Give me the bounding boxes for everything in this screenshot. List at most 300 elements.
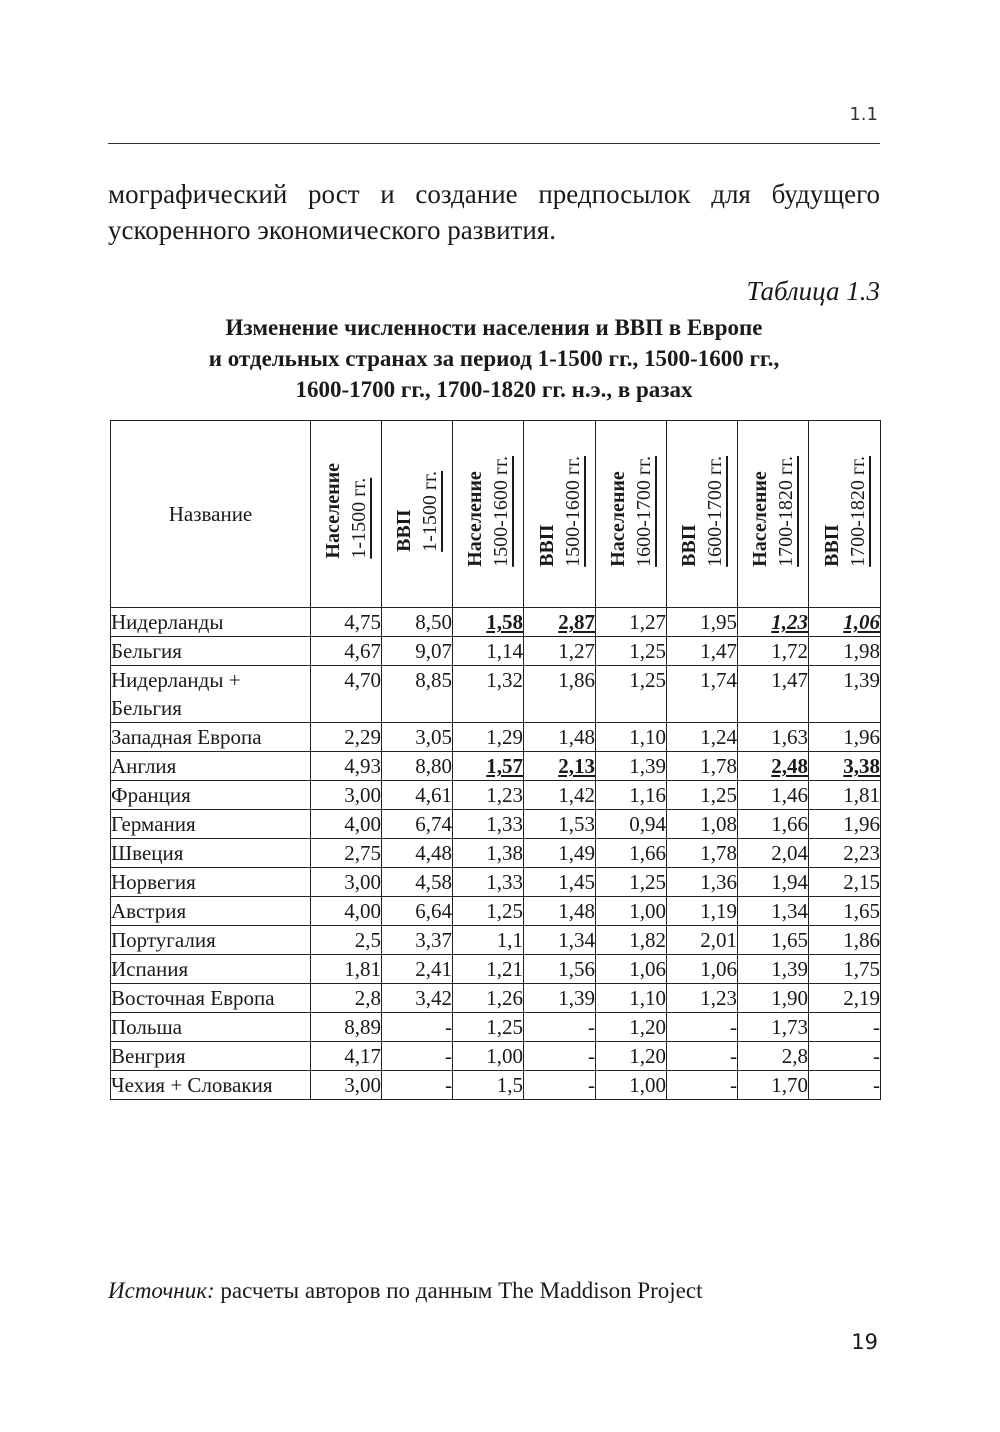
cell-value: 4,48	[415, 841, 452, 865]
value-cell	[382, 984, 453, 1013]
value-cell	[809, 666, 881, 723]
value-cell	[453, 637, 524, 666]
value-cell	[382, 1042, 453, 1071]
cell-value: 1,45	[558, 870, 595, 894]
cell-value: 4,00	[344, 899, 381, 923]
cell-value: 1,46	[771, 783, 808, 807]
cell-value: -	[588, 1044, 595, 1068]
cell-value: 1,94	[771, 870, 808, 894]
cell-value: 1,39	[558, 986, 595, 1010]
value-cell	[738, 897, 809, 926]
table-row	[111, 608, 881, 637]
table-body	[111, 608, 881, 1100]
cell-value: 1,34	[558, 928, 595, 952]
cell-value: -	[730, 1015, 737, 1039]
value-cell	[596, 868, 667, 897]
value-cell	[453, 781, 524, 810]
cell-value: 1,39	[843, 668, 880, 692]
value-cell	[311, 839, 382, 868]
value-cell	[738, 955, 809, 984]
cell-value: 1,1	[496, 928, 523, 952]
value-cell	[667, 1071, 738, 1100]
cell-value: 1,86	[558, 668, 595, 692]
value-cell	[667, 897, 738, 926]
row-name-cell: Нидерланды + Бельгия	[111, 666, 311, 723]
cell-value: 2,13	[558, 754, 595, 778]
value-cell	[453, 868, 524, 897]
cell-value: 1,48	[558, 899, 595, 923]
column-header	[809, 421, 881, 608]
value-cell	[738, 1013, 809, 1042]
table-title-line: 1600-1700 гг., 1700-1820 гг. н.э., в разах	[295, 377, 693, 402]
row-name-cell: Англия	[111, 752, 311, 781]
column-header	[382, 421, 453, 608]
table-row	[111, 723, 881, 752]
column-header-period: 1-1500 гг.	[348, 477, 370, 559]
value-cell	[382, 926, 453, 955]
cell-value: 1,25	[700, 783, 737, 807]
value-cell	[667, 608, 738, 637]
cell-value: 1,25	[629, 639, 666, 663]
cell-value: 1,65	[771, 928, 808, 952]
value-cell	[382, 955, 453, 984]
value-cell	[738, 781, 809, 810]
value-cell	[524, 897, 596, 926]
cell-value: 1,96	[843, 812, 880, 836]
table-row	[111, 637, 881, 666]
table-header-row	[111, 421, 881, 608]
value-cell	[596, 839, 667, 868]
column-header-period: 1700-1820 гг.	[846, 455, 869, 567]
column-header-period: 1500-1600 гг.	[490, 455, 512, 567]
column-header	[667, 421, 738, 608]
cell-value: 1,81	[843, 783, 880, 807]
value-cell	[311, 810, 382, 839]
value-cell	[596, 1013, 667, 1042]
value-cell	[596, 810, 667, 839]
table-row	[111, 839, 881, 868]
cell-value: 1,14	[486, 639, 523, 663]
column-header-label: ВВП	[820, 524, 843, 567]
value-cell	[524, 839, 596, 868]
table-number: Таблица 1.3	[746, 276, 880, 306]
cell-value: 1,06	[700, 957, 737, 981]
value-cell	[524, 666, 596, 723]
value-cell	[382, 781, 453, 810]
cell-value: -	[588, 1073, 595, 1097]
row-name-cell: Бельгия	[111, 637, 311, 666]
cell-value: 1,90	[771, 986, 808, 1010]
value-cell	[382, 752, 453, 781]
value-cell	[453, 752, 524, 781]
cell-value: 1,16	[629, 783, 666, 807]
cell-value: 1,78	[700, 754, 737, 778]
cell-value: 1,10	[629, 725, 666, 749]
row-name-cell: Венгрия	[111, 1042, 311, 1071]
value-cell	[809, 810, 881, 839]
value-cell	[667, 984, 738, 1013]
value-cell	[382, 897, 453, 926]
column-header-label: Население	[749, 470, 771, 567]
cell-value: 3,05	[415, 725, 452, 749]
cell-value: 1,27	[629, 610, 666, 634]
cell-value: 1,39	[771, 957, 808, 981]
value-cell	[738, 752, 809, 781]
value-cell	[524, 955, 596, 984]
cell-value: 8,85	[415, 668, 452, 692]
value-cell	[382, 1071, 453, 1100]
table-row	[111, 1042, 881, 1071]
cell-value: 1,23	[700, 986, 737, 1010]
value-cell	[453, 608, 524, 637]
value-cell	[382, 608, 453, 637]
value-cell	[596, 781, 667, 810]
column-header-label: Население	[322, 463, 344, 559]
cell-value: 1,36	[700, 870, 737, 894]
cell-value: 2,87	[558, 610, 595, 634]
cell-value: 1,00	[629, 899, 666, 923]
cell-value: 4,93	[344, 754, 381, 778]
cell-value: 2,01	[700, 928, 737, 952]
value-cell	[382, 723, 453, 752]
cell-value: 4,00	[344, 812, 381, 836]
value-cell	[453, 926, 524, 955]
value-cell	[524, 926, 596, 955]
value-cell	[524, 810, 596, 839]
value-cell	[809, 1071, 881, 1100]
value-cell	[382, 1013, 453, 1042]
value-cell	[311, 984, 382, 1013]
cell-value: 8,80	[415, 754, 452, 778]
value-cell	[738, 666, 809, 723]
cell-value: -	[445, 1073, 452, 1097]
value-cell	[311, 781, 382, 810]
cell-value: 1,98	[843, 639, 880, 663]
value-cell	[311, 926, 382, 955]
cell-value: 1,96	[843, 725, 880, 749]
row-name-cell: Германия	[111, 810, 311, 839]
value-cell	[453, 666, 524, 723]
cell-value: 2,8	[354, 986, 381, 1010]
cell-value: 1,65	[843, 899, 880, 923]
cell-value: 1,70	[771, 1073, 808, 1097]
table-row	[111, 926, 881, 955]
value-cell	[809, 897, 881, 926]
value-cell	[453, 723, 524, 752]
value-cell	[524, 1013, 596, 1042]
cell-value: 1,49	[558, 841, 595, 865]
value-cell	[667, 781, 738, 810]
value-cell	[596, 1042, 667, 1071]
value-cell	[382, 868, 453, 897]
table-row	[111, 810, 881, 839]
value-cell	[311, 666, 382, 723]
cell-value: 1,25	[486, 899, 523, 923]
value-cell	[809, 723, 881, 752]
value-cell	[596, 955, 667, 984]
cell-value: 3,37	[415, 928, 452, 952]
value-cell	[809, 752, 881, 781]
cell-value: 2,41	[415, 957, 452, 981]
column-header-label: ВВП	[535, 524, 558, 567]
cell-value: 2,04	[771, 841, 808, 865]
cell-value: 1,33	[486, 812, 523, 836]
body-paragraph: мографический рост и создание предпосылок для будущего ускоренного экономического развития.	[108, 179, 880, 245]
cell-value: 1,29	[486, 725, 523, 749]
value-cell	[738, 723, 809, 752]
table-row	[111, 897, 881, 926]
value-cell	[524, 781, 596, 810]
table-row	[111, 868, 881, 897]
table-row	[111, 984, 881, 1013]
source-text: расчеты авторов по данным The Maddison Project	[220, 1278, 703, 1303]
column-header-label: Население	[464, 470, 486, 567]
cell-value: 1,33	[486, 870, 523, 894]
value-cell	[311, 752, 382, 781]
table-row	[111, 781, 881, 810]
cell-value: 1,63	[771, 725, 808, 749]
cell-value: 2,5	[354, 928, 381, 952]
table-title	[108, 312, 880, 405]
column-header	[524, 421, 596, 608]
cell-value: 1,56	[558, 957, 595, 981]
column-header	[596, 421, 667, 608]
table-row	[111, 955, 881, 984]
cell-value: 1,42	[558, 783, 595, 807]
cell-value: 4,67	[344, 639, 381, 663]
cell-value: 1,95	[700, 610, 737, 634]
cell-value: 2,23	[843, 841, 880, 865]
cell-value: 1,66	[771, 812, 808, 836]
value-cell	[667, 637, 738, 666]
value-cell	[667, 926, 738, 955]
cell-value: 1,00	[486, 1044, 523, 1068]
column-header-name: Название	[111, 421, 311, 608]
cell-value: 2,15	[843, 870, 880, 894]
value-cell	[596, 926, 667, 955]
column-header-period: 1600-1700 гг.	[704, 455, 726, 567]
cell-value: 1,38	[486, 841, 523, 865]
cell-value: 6,74	[415, 812, 452, 836]
value-cell	[382, 666, 453, 723]
cell-value: 1,57	[486, 754, 523, 778]
value-cell	[524, 723, 596, 752]
cell-value: 4,58	[415, 870, 452, 894]
cell-value: 3,00	[344, 783, 381, 807]
value-cell	[738, 608, 809, 637]
cell-value: 6,64	[415, 899, 452, 923]
table-row	[111, 752, 881, 781]
value-cell	[311, 1013, 382, 1042]
cell-value: 4,70	[344, 668, 381, 692]
column-header-period: 1-1500 гг.	[419, 470, 441, 552]
value-cell	[809, 926, 881, 955]
column-header-period: 1700-1820 гг.	[775, 455, 797, 567]
value-cell	[809, 1042, 881, 1071]
cell-value: 2,19	[843, 986, 880, 1010]
value-cell	[667, 1013, 738, 1042]
row-name-cell: Восточная Европа	[111, 984, 311, 1013]
cell-value: 2,8	[781, 1044, 808, 1068]
cell-value: 1,27	[558, 639, 595, 663]
value-cell	[667, 955, 738, 984]
value-cell	[667, 723, 738, 752]
cell-value: 1,23	[486, 783, 523, 807]
cell-value: -	[873, 1044, 880, 1068]
cell-value: 1,53	[558, 812, 595, 836]
column-header	[453, 421, 524, 608]
cell-value: 1,72	[771, 639, 808, 663]
cell-value: -	[445, 1044, 452, 1068]
value-cell	[453, 839, 524, 868]
cell-value: 1,20	[629, 1015, 666, 1039]
row-name-cell: Португалия	[111, 926, 311, 955]
row-name-cell: Нидерланды	[111, 608, 311, 637]
column-header	[738, 421, 809, 608]
value-cell	[596, 608, 667, 637]
value-cell	[311, 868, 382, 897]
value-cell	[311, 897, 382, 926]
value-cell	[382, 810, 453, 839]
value-cell	[311, 1042, 382, 1071]
cell-value: 1,47	[771, 668, 808, 692]
column-header-label: ВВП	[678, 524, 700, 567]
cell-value: 1,25	[629, 870, 666, 894]
row-name-cell: Испания	[111, 955, 311, 984]
value-cell	[524, 752, 596, 781]
value-cell	[596, 897, 667, 926]
table-title-line: и отдельных странах за период 1-1500 гг., 1500-1600 гг.,	[208, 346, 780, 371]
cell-value: 1,20	[629, 1044, 666, 1068]
cell-value: 1,23	[771, 610, 808, 634]
value-cell	[809, 839, 881, 868]
cell-value: 1,47	[700, 639, 737, 663]
cell-value: 1,81	[344, 957, 381, 981]
cell-value: 1,25	[486, 1015, 523, 1039]
cell-value: 4,75	[344, 610, 381, 634]
cell-value: 1,82	[629, 928, 666, 952]
value-cell	[667, 666, 738, 723]
section-number: 1.1	[849, 104, 878, 125]
cell-value: 3,00	[344, 1073, 381, 1097]
value-cell	[596, 666, 667, 723]
value-cell	[738, 1042, 809, 1071]
table-row	[111, 1013, 881, 1042]
value-cell	[311, 1071, 382, 1100]
value-cell	[738, 984, 809, 1013]
cell-value: 1,58	[486, 610, 523, 634]
cell-value: 1,26	[486, 986, 523, 1010]
value-cell	[809, 608, 881, 637]
row-name-cell: Швеция	[111, 839, 311, 868]
cell-value: 1,24	[700, 725, 737, 749]
column-header-period: 1500-1600 гг.	[561, 455, 584, 567]
value-cell	[311, 723, 382, 752]
row-name-cell: Австрия	[111, 897, 311, 926]
column-header-period: 1600-1700 гг.	[633, 455, 655, 567]
table-row	[111, 666, 881, 723]
value-cell	[524, 984, 596, 1013]
cell-value: 3,42	[415, 986, 452, 1010]
cell-value: 1,06	[629, 957, 666, 981]
cell-value: 0,94	[629, 812, 666, 836]
cell-value: 8,50	[415, 610, 452, 634]
cell-value: 8,89	[344, 1015, 381, 1039]
cell-value: -	[588, 1015, 595, 1039]
cell-value: 1,21	[486, 957, 523, 981]
source-label: Источник:	[108, 1278, 215, 1303]
cell-value: 3,38	[843, 754, 880, 778]
cell-value: 1,73	[771, 1015, 808, 1039]
cell-value: 1,00	[629, 1073, 666, 1097]
value-cell	[596, 637, 667, 666]
cell-value: 1,19	[700, 899, 737, 923]
value-cell	[809, 1013, 881, 1042]
column-header-label: Население	[607, 470, 629, 567]
value-cell	[738, 839, 809, 868]
value-cell	[453, 810, 524, 839]
header-rule	[108, 143, 880, 144]
value-cell	[738, 637, 809, 666]
cell-value: 4,61	[415, 783, 452, 807]
row-name-cell: Франция	[111, 781, 311, 810]
cell-value: 1,86	[843, 928, 880, 952]
value-cell	[596, 984, 667, 1013]
cell-value: 1,08	[700, 812, 737, 836]
cell-value: 1,48	[558, 725, 595, 749]
row-name-cell: Польша	[111, 1013, 311, 1042]
row-name-cell: Чехия + Словакия	[111, 1071, 311, 1100]
cell-value: 3,00	[344, 870, 381, 894]
value-cell	[667, 839, 738, 868]
column-header-label: ВВП	[393, 509, 415, 552]
value-cell	[738, 926, 809, 955]
cell-value: -	[730, 1044, 737, 1068]
table-title-line: Изменение численности населения и ВВП в Европе	[225, 315, 763, 340]
value-cell	[738, 810, 809, 839]
source-note	[108, 1278, 702, 1304]
cell-value: 1,78	[700, 841, 737, 865]
cell-value: 1,34	[771, 899, 808, 923]
value-cell	[809, 955, 881, 984]
cell-value: 1,75	[843, 957, 880, 981]
value-cell	[453, 955, 524, 984]
value-cell	[453, 1071, 524, 1100]
value-cell	[596, 752, 667, 781]
cell-value: -	[873, 1015, 880, 1039]
cell-value: 2,48	[771, 754, 808, 778]
value-cell	[596, 723, 667, 752]
value-cell	[809, 637, 881, 666]
value-cell	[809, 868, 881, 897]
cell-value: 1,32	[486, 668, 523, 692]
cell-value: 1,10	[629, 986, 666, 1010]
cell-value: 4,17	[344, 1044, 381, 1068]
cell-value: 2,75	[344, 841, 381, 865]
cell-value: 1,5	[496, 1073, 523, 1097]
value-cell	[667, 1042, 738, 1071]
data-table	[110, 420, 881, 1100]
value-cell	[311, 955, 382, 984]
value-cell	[809, 984, 881, 1013]
value-cell	[524, 608, 596, 637]
value-cell	[667, 810, 738, 839]
value-cell	[311, 608, 382, 637]
cell-value: 1,66	[629, 841, 666, 865]
row-name-cell: Норвегия	[111, 868, 311, 897]
value-cell	[311, 637, 382, 666]
cell-value: 1,25	[629, 668, 666, 692]
